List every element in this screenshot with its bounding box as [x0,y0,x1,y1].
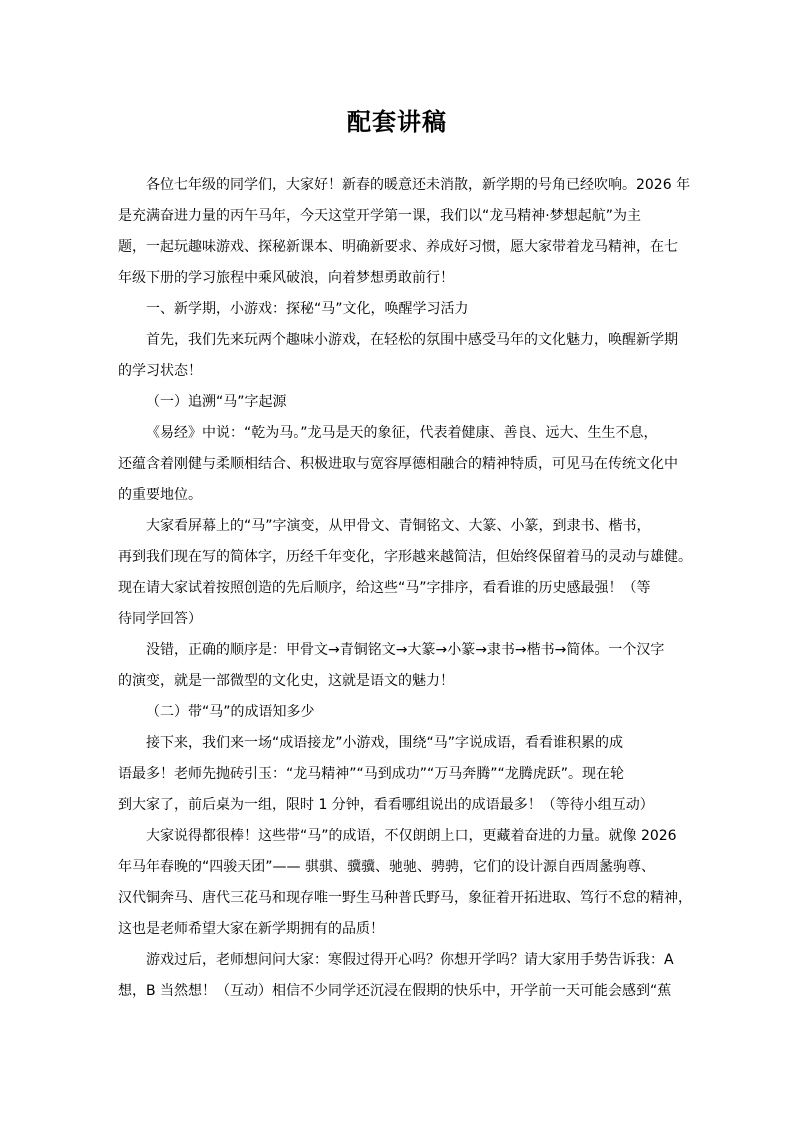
text-line: 题，一起玩趣味游戏、探秘新课本、明确新要求、养成好习惯，愿大家带着龙马精神，在七 [118,239,678,255]
text-line: 的重要地位。 [118,487,202,503]
text-line: 汉代铜奔马、唐代三花马和现存唯一野生马种普氏野马，象征着开拓进取、笃行不怠的精神， [118,890,692,906]
text-line: 还蕴含着刚健与柔顺相结合、积极进取与宽容厚德相融合的精神特质，可见马在传统文化中 [118,456,678,472]
text-line: 大家说得都很棒！这些带“马”的成语，不仅朗朗上口，更藏着奋进的力量。就像 2026 [146,828,677,844]
text-line: 再到我们现在写的简体字，历经千年变化，字形越来越简洁，但始终保留着马的灵动与雄健。 [118,549,692,565]
text-line: 想，B 当然想！（互动）相信不少同学还沉浸在假期的快乐中，开学前一天可能会感到“蕉 [118,983,672,999]
text-line: （一）追溯“马”字起源 [146,394,287,410]
text-line: 这也是老师希望大家在新学期拥有的品质！ [118,921,384,937]
text-line: 一、新学期，小游戏：探秘“马”文化，唤醒学习活力 [146,301,469,317]
text-line: 的学习状态！ [118,363,202,379]
text-line: 到大家了，前后桌为一组，限时 1 分钟，看看哪组说出的成语最多！（等待小组互动） [118,797,654,813]
document-title: 配套讲稿 [347,107,447,136]
text-line: 《易经》中说：“乾为马。”龙马是天的象征，代表着健康、善良、远大、生生不息， [146,425,658,441]
text-line: 首先，我们先来玩两个趣味小游戏，在轻松的氛围中感受马年的文化魅力，唤醒新学期 [146,332,678,348]
text-line: 现在请大家试着按照创造的先后顺序，给这些“马”字排序，看看谁的历史感最强！（等 [118,580,651,596]
text-line: 游戏过后，老师想问问大家：寒假过得开心吗？你想开学吗？请大家用手势告诉我：A [146,952,674,968]
text-line: 是充满奋进力量的丙午马年，今天这堂开学第一课，我们以“龙马精神·梦想起航”为主 [118,208,641,224]
text-line: 接下来，我们来一场“成语接龙”小游戏，围绕“马”字说成语，看看谁积累的成 [146,735,624,751]
text-line: 大家看屏幕上的“马”字演变，从甲骨文、青铜铭文、大篆、小篆，到隶书、楷书， [146,518,651,534]
text-line: （二）带“马”的成语知多少 [146,704,315,720]
text-line: 年级下册的学习旅程中乘风破浪，向着梦想勇敢前行！ [118,270,454,286]
text-line: 语最多！老师先抛砖引玉：“龙马精神”“马到成功”“万马奔腾”“龙腾虎跃”。现在轮 [118,766,625,782]
text-line: 各位七年级的同学们，大家好！新春的暖意还未消散，新学期的号角已经吹响。2026 年 [146,177,691,193]
text-line: 年马年春晚的“四骏天团”—— 骐骐、骥骥、驰驰、骋骋，它们的设计源自西周盠驹尊、 [118,859,655,875]
text-line: 没错，正确的顺序是：甲骨文→青铜铭文→大篆→小篆→隶书→楷书→简体。一个汉字 [146,642,665,658]
text-line: 待同学回答） [118,611,202,627]
text-line: 的演变，就是一部微型的文化史，这就是语文的魅力！ [118,673,454,689]
document-body [118,170,692,1007]
